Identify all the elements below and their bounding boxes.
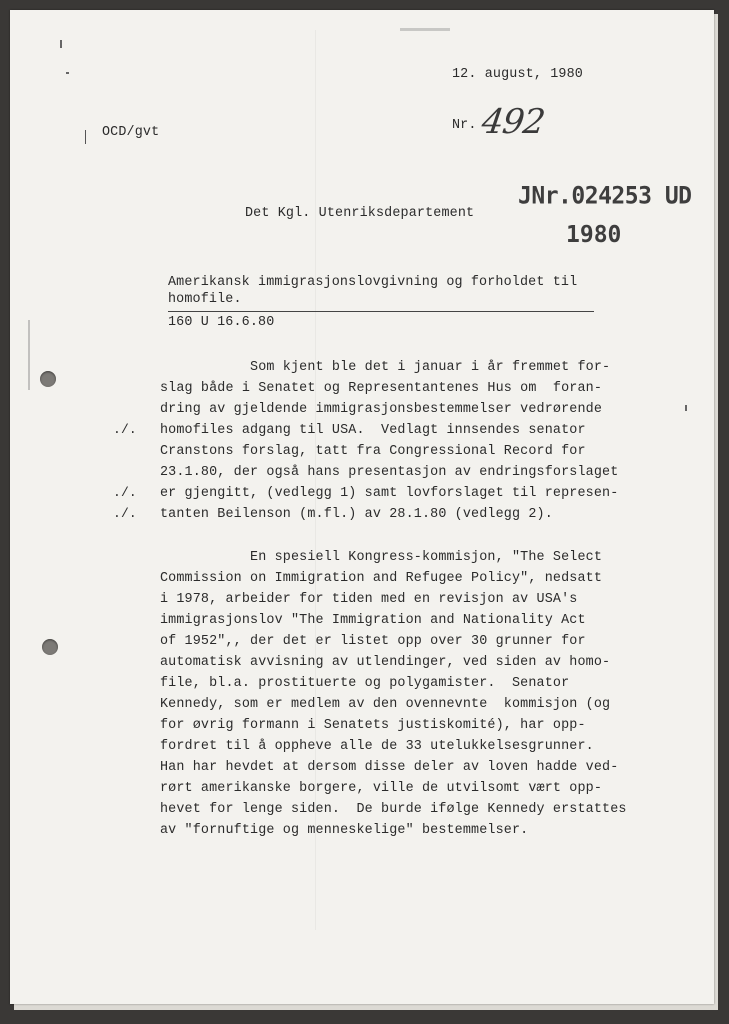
- text-line: tanten Beilenson (m.fl.) av 28.1.80 (vedlegg 2).: [160, 507, 553, 522]
- text-line: for øvrig formann i Senatets justiskomité), har opp-: [160, 718, 586, 733]
- punch-hole-icon: [42, 639, 58, 655]
- text-line: hevet for lenge siden. De burde ifølge Kennedy erstattes: [160, 802, 627, 817]
- subject-underline: [168, 311, 594, 312]
- speck: [66, 72, 69, 74]
- text-line: Kennedy, som er medlem av den ovennevnte kommisjon (og: [160, 697, 611, 712]
- subject-line-1: Amerikansk immigrasjonslovgivning og forholdet til: [168, 275, 578, 290]
- number-label: Nr.: [452, 118, 477, 133]
- enclosure-mark: ./.: [113, 506, 137, 521]
- text-line: 23.1.80, der også hans presentasjon av endringsforslaget: [160, 465, 619, 480]
- text-line: er gjengitt, (vedlegg 1) samt lovforslaget til represen-: [160, 486, 619, 501]
- document-page: [10, 10, 714, 1004]
- punch-hole-icon: [40, 371, 56, 387]
- text-line: i 1978, arbeider for tiden med en revisjon av USA's: [160, 592, 578, 607]
- subject-line-2: homofile.: [168, 292, 242, 307]
- text-line: Cranstons forslag, tatt fra Congressional Record for: [160, 444, 586, 459]
- text-line: file, bl.a. prostituerte og polygamister. Senator: [160, 676, 570, 691]
- enclosure-mark: ./.: [113, 422, 137, 437]
- text-line: dring av gjeldende immigrasjonsbestemmelser vedrørende: [160, 402, 603, 417]
- subject-reference: 160 U 16.6.80: [168, 315, 275, 330]
- journal-stamp: JNr.024253 UD: [518, 182, 692, 210]
- text-line: automatisk avvisning av utlendinger, ved siden av homo-: [160, 655, 611, 670]
- body-paragraph-2: [160, 547, 660, 841]
- speck: [60, 40, 62, 48]
- speck: [28, 320, 30, 390]
- speck: [400, 28, 450, 31]
- journal-stamp-year: 1980: [566, 222, 622, 248]
- text-line: slag både i Senatet og Representantenes Hus om foran-: [160, 381, 603, 396]
- text-line: of 1952",, der det er listet opp over 30 grunner for: [160, 634, 586, 649]
- recipient: Det Kgl. Utenriksdepartement: [245, 206, 475, 221]
- text-line: immigrasjonslov "The Immigration and Nationality Act: [160, 613, 586, 628]
- text-line: homofiles adgang til USA. Vedlagt innsendes senator: [160, 423, 586, 438]
- text-line: av "fornuftige og menneskelige" bestemmelser.: [160, 823, 529, 838]
- text-line: En spesiell Kongress-kommisjon, "The Select: [160, 550, 603, 565]
- letter-date: 12. august, 1980: [452, 67, 583, 82]
- reference-code: OCD/gvt: [102, 125, 160, 140]
- margin-pencil-mark: [85, 130, 86, 144]
- enclosure-mark: ./.: [113, 485, 137, 500]
- text-line: Commission on Immigration and Refugee Policy", nedsatt: [160, 571, 603, 586]
- body-paragraph-1: [160, 357, 660, 525]
- text-line: rørt amerikanske borgere, ville de utvilsomt vært opp-: [160, 781, 603, 796]
- speck: [685, 405, 687, 411]
- handwritten-number: 492: [479, 102, 547, 142]
- text-line: fordret til å oppheve alle de 33 utelukkelsesgrunner.: [160, 739, 594, 754]
- text-line: Som kjent ble det i januar i år fremmet for-: [160, 360, 611, 375]
- text-line: Han har hevdet at dersom disse deler av loven hadde ved-: [160, 760, 619, 775]
